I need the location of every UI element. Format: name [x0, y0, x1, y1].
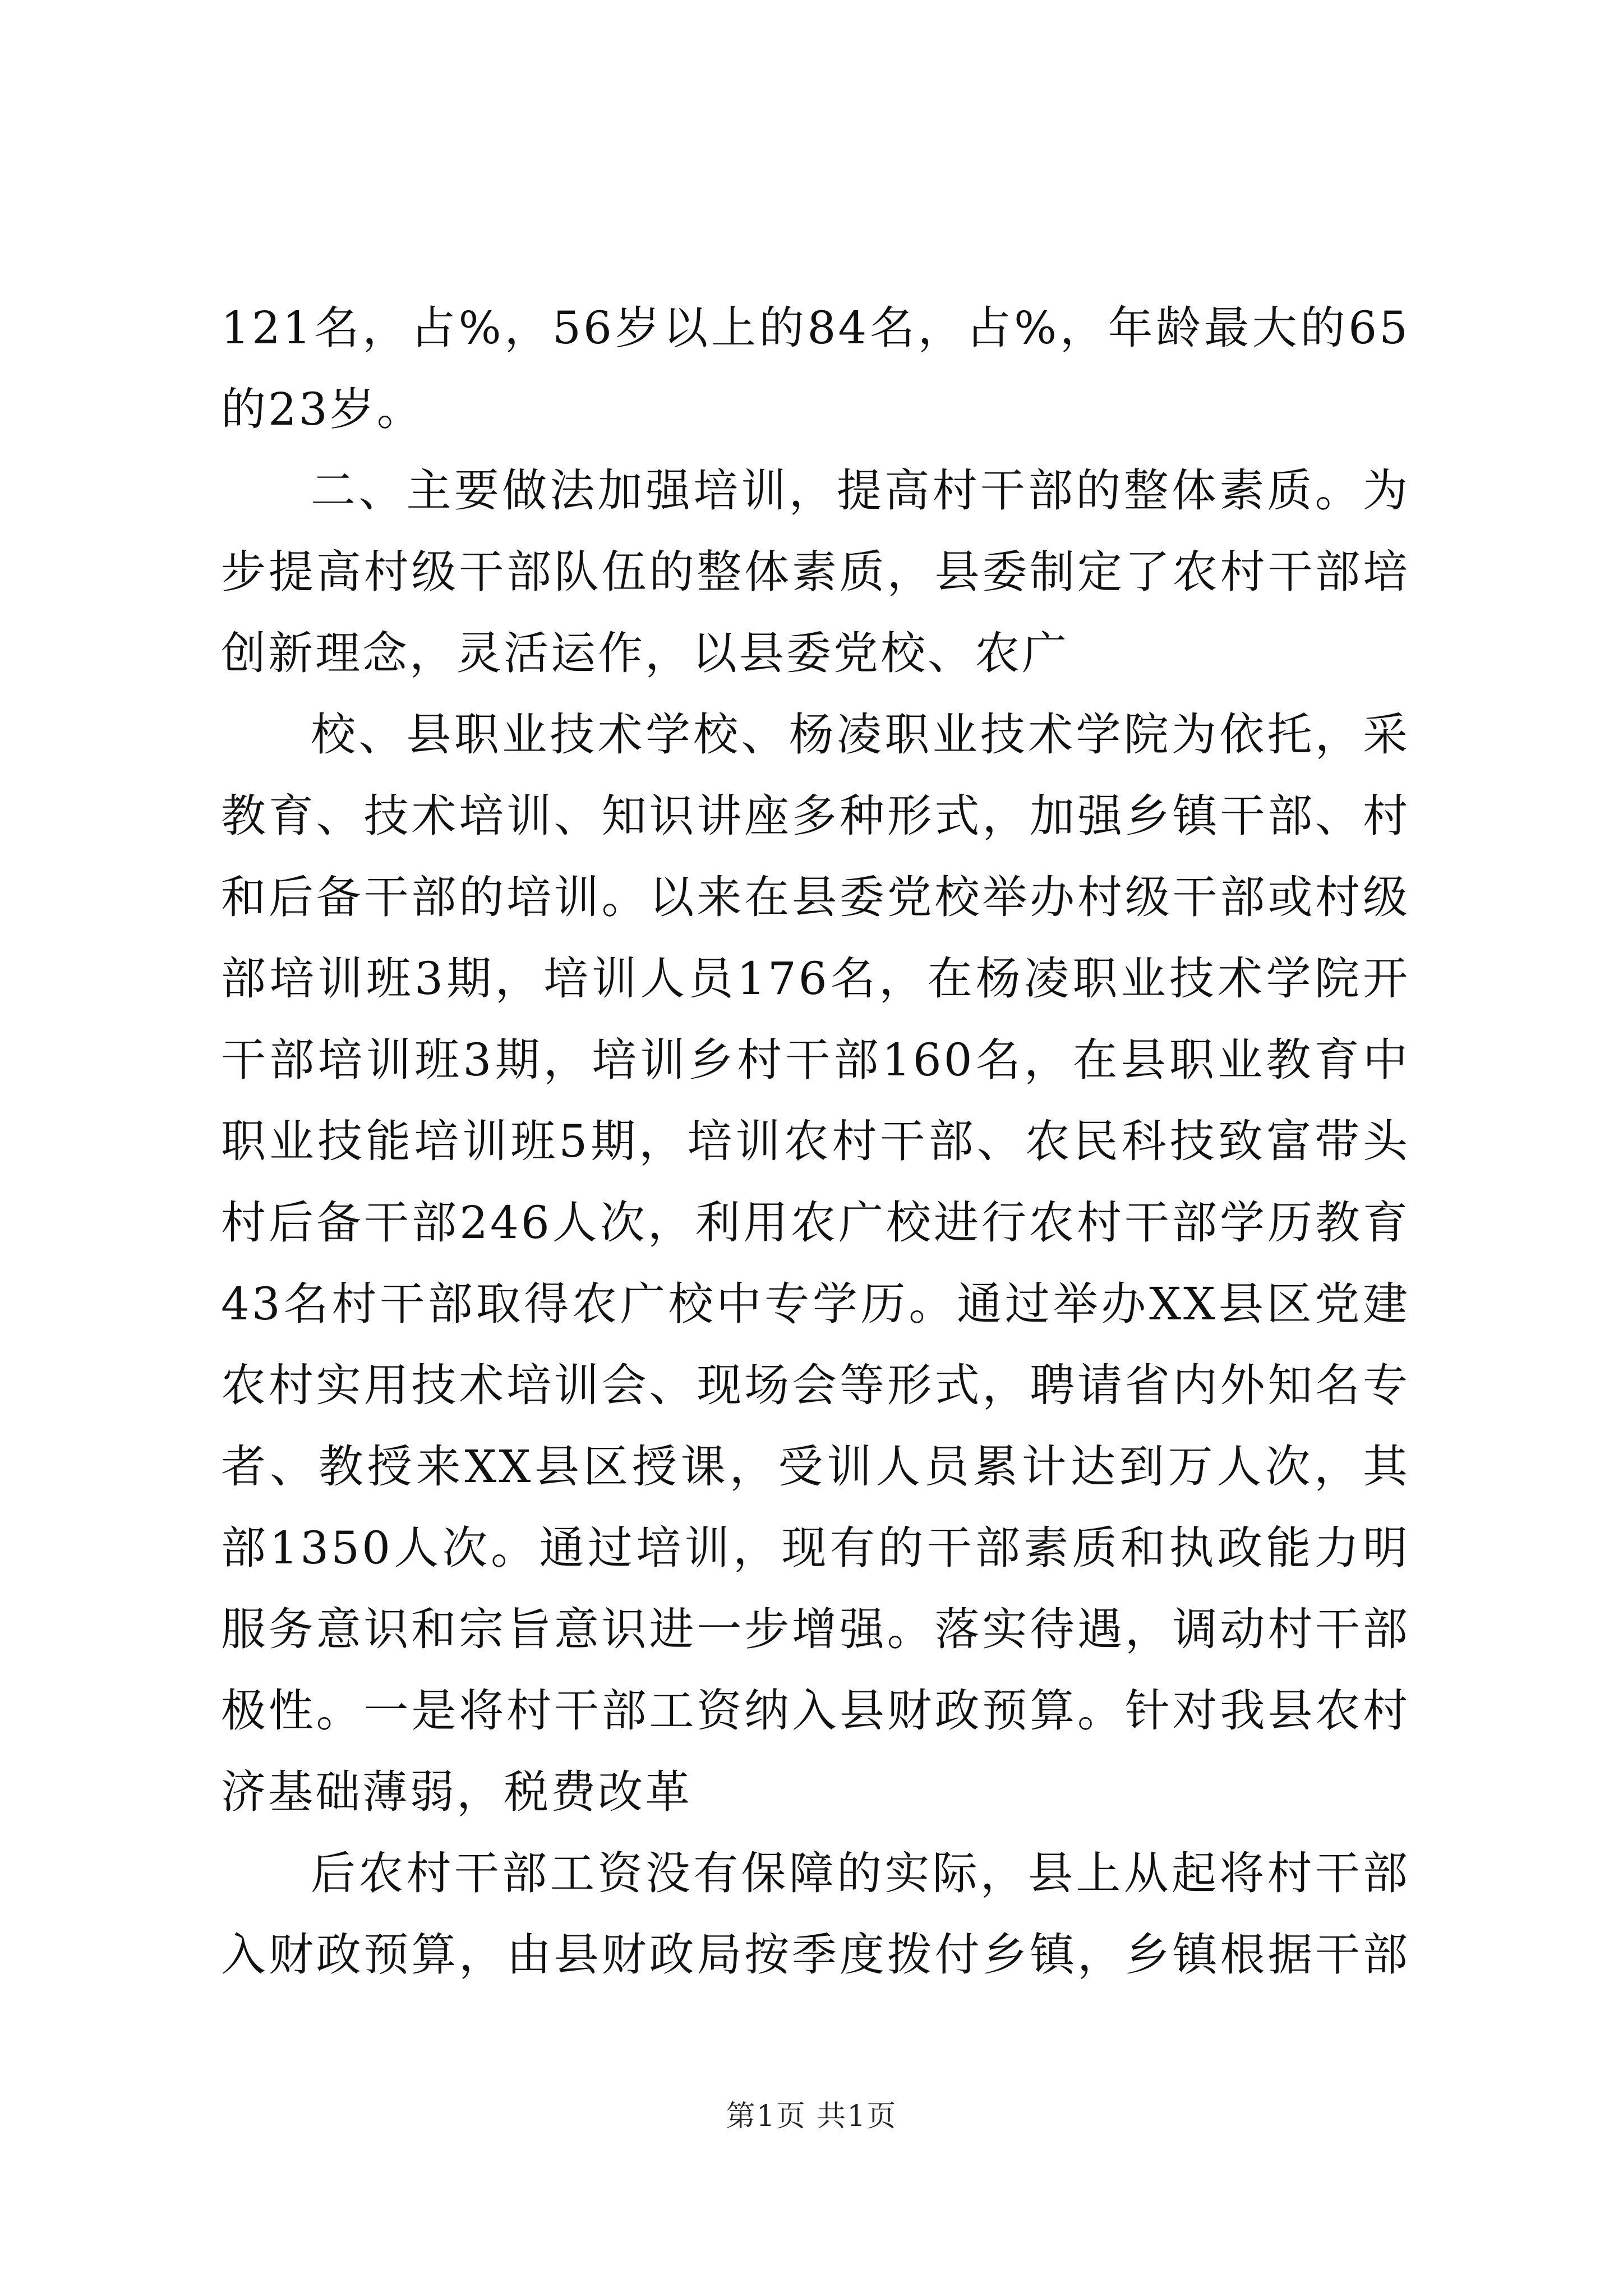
text-line: 和后备干部的培训。以来在县委党校举办村级干部或村级: [221, 871, 1410, 923]
text-line: 121名，占%，56岁以上的84名，占%，年龄最大的65: [221, 302, 1410, 354]
text-line: 创新理念，灵活运作，以县委党校、农广: [221, 627, 1069, 679]
paragraph-start-line: 校、县职业技术学校、杨凌职业技术学院为依托，采: [311, 708, 1410, 761]
text-line: 村后备干部246人次，利用农广校进行农村干部学历教育: [221, 1197, 1410, 1249]
text-line: 步提高村级干部队伍的整体素质，县委制定了农村干部培: [221, 546, 1410, 598]
text-line: 服务意识和宗旨意识进一步增强。落实待遇，调动村干部: [221, 1603, 1410, 1655]
text-line: 者、教授来XX县区授课，受训人员累计达到万人次，其: [221, 1441, 1410, 1493]
text-line: 的23岁。: [221, 383, 424, 435]
text-line: 职业技能培训班5期，培训农村干部、农民科技致富带头: [221, 1115, 1410, 1167]
text-line: 济基础薄弱，税费改革: [221, 1766, 692, 1818]
paragraph-start-line: 二、主要做法加强培训，提高村干部的整体素质。为: [311, 464, 1410, 517]
paragraph-start-line: 后农村干部工资没有保障的实际，县上从起将村干部: [311, 1847, 1410, 1899]
text-line: 部1350人次。通过培训，现有的干部素质和执政能力明: [221, 1522, 1410, 1574]
text-line: 极性。一是将村干部工资纳入县财政预算。针对我县农村: [221, 1685, 1410, 1737]
text-line: 部培训班3期，培训人员176名，在杨凌职业技术学院开: [221, 953, 1410, 1005]
text-line: 入财政预算，由县财政局按季度拨付乡镇，乡镇根据干部: [221, 1929, 1410, 1981]
text-line: 43名村干部取得农广校中专学历。通过举办XX县区党建: [221, 1278, 1410, 1330]
text-line: 教育、技术培训、知识讲座多种形式，加强乡镇干部、村: [221, 790, 1410, 842]
text-line: 农村实用技术培训会、现场会等形式，聘请省内外知名专: [221, 1359, 1410, 1411]
document-body: [221, 287, 1410, 1995]
text-line: 干部培训班3期，培训乡村干部160名，在县职业教育中: [221, 1034, 1410, 1086]
page-footer: 第1页 共1页: [726, 2100, 897, 2133]
